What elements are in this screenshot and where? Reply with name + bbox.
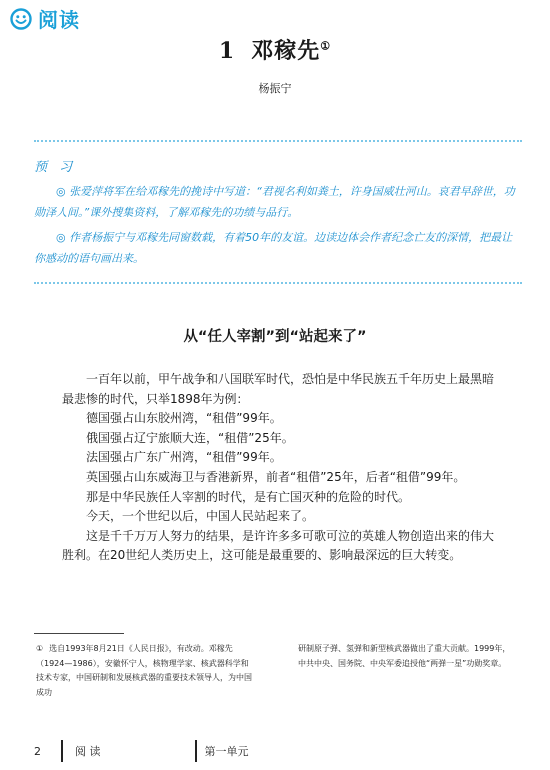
footer-unit-name: 第一单元: [204, 745, 249, 758]
author-name: 杨振宁: [258, 82, 292, 95]
paragraph: 那是中华民族任人宰割的时代，是有亡国灭种的危险的时代。: [86, 489, 411, 504]
paragraph: 今天，一个世纪以后，中国人民站起来了。: [86, 509, 315, 524]
preview-item: ◎ 作者杨振宁与邓稼先同窗数载，有着50年的友谊。边读边体会作者纪念亡友的深情，把最让你感动的语句画出来。: [34, 231, 513, 265]
footnote-rule: [34, 633, 124, 634]
section-name: 阅读: [38, 8, 80, 32]
lesson-number: 1: [218, 38, 236, 64]
lesson-title-text: 邓稼先: [251, 38, 321, 64]
paragraph: 这是千千万万人努力的结果，是许许多多可歌可泣的英雄人物创造出来的伟大胜利。在20世纪人类历史上，这可能是最重要的、影响最深远的巨大转变。: [62, 528, 495, 563]
paragraph: 德国强占山东胶州湾，“租借”99年。: [86, 411, 282, 426]
paragraph: 一百年以前，甲午战争和八国联军时代，恐怕是中华民族五千年历史上最黑暗最悲惨的时代，只举1898年为例：: [62, 372, 495, 406]
page-number: 2: [34, 744, 41, 758]
page-footer: [34, 740, 249, 762]
paragraph: 英国强占山东威海卫与香港新界，前者“租借”25年，后者“租借”99年。: [86, 469, 466, 484]
preview-heading: 预 习: [34, 160, 77, 175]
footer-divider: [195, 740, 197, 762]
footnote-text-left: 选自1993年8月21日《人民日报》，有改动。邓稼先（1924—1986），安徽怀宁人，核物理学家、核武器科学和技术专家，中国研制和发展核武器的重要技术领导人，为中国成功: [36, 644, 252, 697]
preview-divider-top: [34, 140, 522, 142]
paragraph: 法国强占广东广州湾，“租借”99年。: [86, 450, 282, 465]
preview-item: ◎ 张爱萍将军在给邓稼先的挽诗中写道：“君视名利如粪土，许身国威壮河山。哀君早辞世，功勋泽人间。”课外搜集资料，了解邓稼先的功绩与品行。: [34, 185, 515, 219]
section-header: [10, 4, 80, 33]
preview-box: [34, 156, 522, 273]
footnote-right-column: 研制原子弹、氢弹和新型核武器做出了重大贡献。1999年，中共中央、国务院、中央军委追授他“两弹一星”功勋奖章。: [298, 644, 511, 668]
paragraph: 俄国强占辽宁旅顺大连，“租借”25年。: [86, 430, 294, 445]
preview-divider-bottom: [34, 282, 522, 284]
footer-divider: [61, 740, 63, 762]
lesson-title: [0, 34, 550, 65]
footnote-left-column: [36, 642, 254, 700]
footer-book-name: 阅 读: [75, 745, 101, 758]
section-title: 从“任人宰割”到“站起来了”: [183, 329, 367, 345]
body-text: [62, 370, 502, 566]
smiley-face-icon: [10, 8, 32, 30]
footnote-marker: ①: [36, 644, 44, 653]
footnote-reference: ①: [320, 39, 332, 53]
